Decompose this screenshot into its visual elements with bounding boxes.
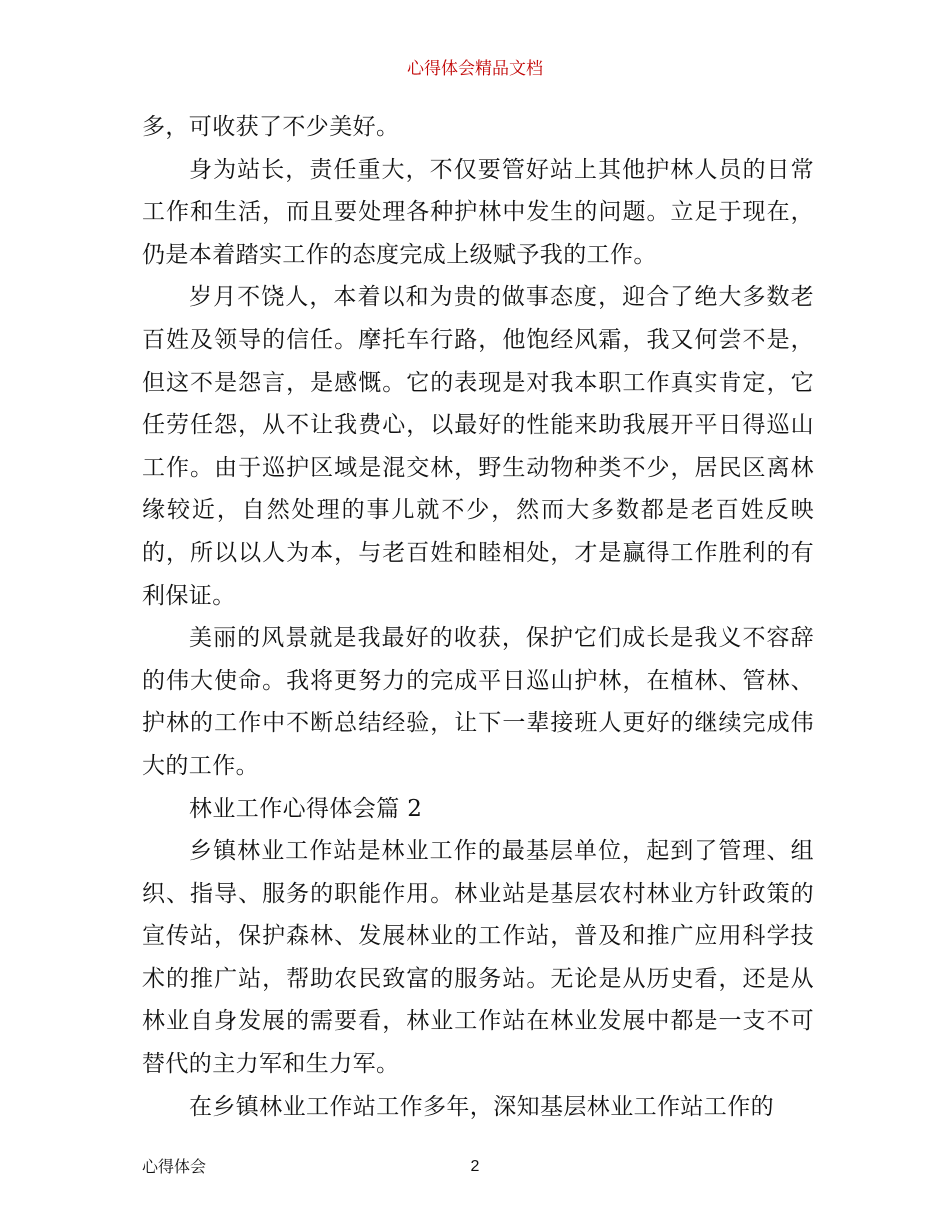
paragraph: 在乡镇林业工作站工作多年，深知基层林业工作站工作的 — [189, 1093, 774, 1120]
paragraph-continuation: 多，可收获了不少美好。 — [142, 114, 400, 140]
paragraph: 岁月不饶人，本着以和为贵的做事态度，迎合了绝大多数老百姓及领导的信任。摩托车行路，他饱经风霜，我又何尝不是，但这不是怨言，是感慨。它的表现是对我本职工作真实肯定，它任劳任怨，从不让我费心，以最好的性能来助我展开平日得巡山工作。由于巡护区域是混交林，野生动物种类不少，居民区离林缘较近，自然处理的事儿就不少，然而大多数都是老百姓反映的，所以以人为本，与老百姓和睦相处，才是赢得工作胜利的有利保证。 — [142, 284, 814, 609]
page-header-title: 心得体会精品文档 — [407, 59, 543, 79]
paragraph: 美丽的风景就是我最好的收获，保护它们成长是我义不容辞的伟大使命。我将更努力的完成平日巡山护林，在植林、管林、护林的工作中不断总结经验，让下一辈接班人更好的继续完成伟大的工作。 — [142, 625, 814, 779]
document-body — [142, 106, 814, 1128]
paragraph: 乡镇林业工作站是林业工作的最基层单位，起到了管理、组织、指导、服务的职能作用。林业站是基层农村林业方针政策的宣传站，保护森林、发展林业的工作站，普及和推广应用科学技术的推广站，帮助农民致富的服务站。无论是从历史看，还是从林业自身发展的需要看，林业工作站在林业发展中都是一支不可替代的主力军和生力军。 — [142, 838, 814, 1078]
paragraph: 身为站长，责任重大，不仅要管好站上其他护林人员的日常工作和生活，而且要处理各种护林中发生的问题。立足于现在，仍是本着踏实工作的态度完成上级赋予我的工作。 — [142, 156, 814, 268]
footer-label: 心得体会 — [142, 1157, 207, 1176]
page-number: 2 — [470, 1158, 480, 1175]
section-heading: 林业工作心得体会篇 2 — [189, 795, 423, 822]
